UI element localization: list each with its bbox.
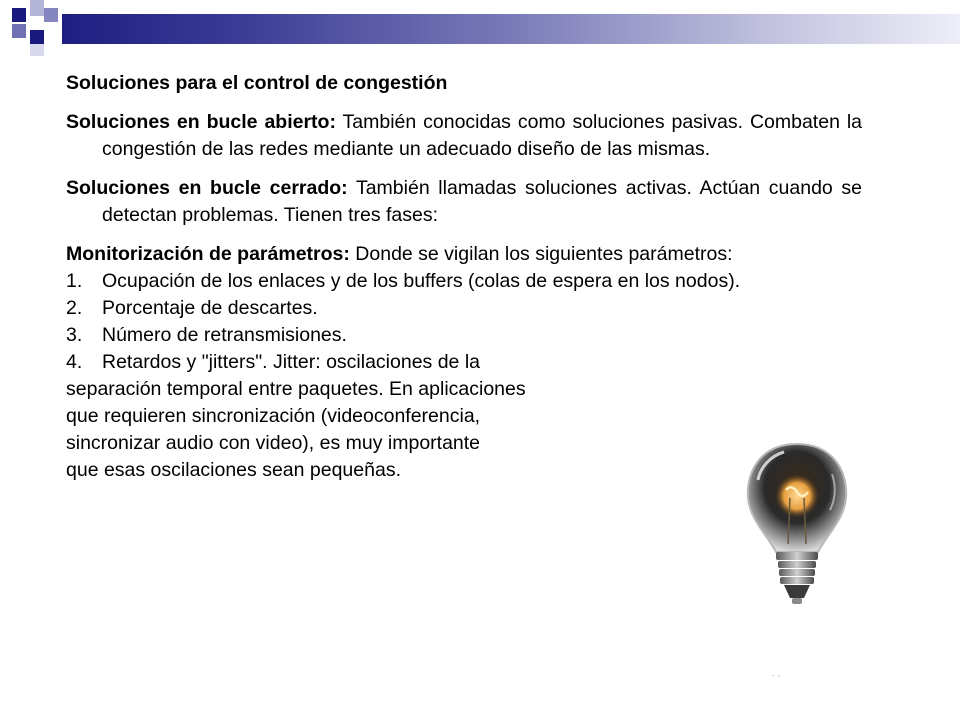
- slide-title: Soluciones para el control de congestión: [66, 72, 448, 94]
- list-item: [66, 268, 822, 295]
- light-bulb-image: [742, 440, 852, 610]
- continuation-line: separación temporal entre paquetes. En aplicaciones: [66, 378, 526, 400]
- closed-loop-label: Soluciones en bucle cerrado:: [66, 177, 348, 199]
- header-gradient-bar: [62, 14, 960, 44]
- header-square: [12, 24, 26, 38]
- list-item-number: 3.: [66, 324, 83, 346]
- closed-loop-text: También llamadas soluciones activas. Actúan cuando se detectan problemas. Tienen tres fases:: [102, 177, 863, 226]
- list-item-number: 4.: [66, 351, 83, 373]
- open-loop-text: También conocidas como soluciones pasivas. Combaten la congestión de las redes mediante un adecuado diseño de las mismas.: [102, 111, 862, 160]
- list-item-text: Retardos y "jitters". Jitter: oscilaciones de la: [102, 351, 480, 373]
- continuation-line: que requieren sincronización (videoconferencia,: [66, 405, 481, 427]
- parameter-list: [66, 268, 862, 376]
- footer-mark: . ,: [772, 668, 781, 679]
- header-square: [44, 8, 58, 22]
- list-item: [66, 349, 822, 376]
- list-item-number: 2.: [66, 297, 83, 319]
- header-square: [30, 0, 44, 16]
- list-item-text: Porcentaje de descartes.: [102, 297, 318, 319]
- list-item-number: 1.: [66, 270, 83, 292]
- slide-header-decoration: [0, 0, 960, 60]
- slide-content: [66, 70, 862, 484]
- header-square: [30, 44, 44, 56]
- closed-loop-paragraph: [66, 175, 862, 229]
- list-item-text: Número de retransmisiones.: [102, 324, 347, 346]
- list-item-text: Ocupación de los enlaces y de los buffers (colas de espera en los nodos).: [102, 270, 741, 292]
- header-square: [12, 8, 26, 22]
- open-loop-label: Soluciones en bucle abierto:: [66, 111, 336, 133]
- jitter-continuation: [66, 376, 666, 484]
- open-loop-paragraph: [66, 109, 862, 163]
- list-item: [66, 295, 822, 322]
- monitoring-text: Donde se vigilan los siguientes parámetros:: [349, 243, 733, 265]
- monitoring-label: Monitorización de parámetros:: [66, 243, 350, 265]
- list-item: [66, 322, 822, 349]
- continuation-line: que esas oscilaciones sean pequeñas.: [66, 459, 401, 481]
- monitoring-paragraph: [66, 241, 862, 268]
- continuation-line: sincronizar audio con video), es muy importante: [66, 432, 481, 454]
- header-square: [30, 30, 44, 44]
